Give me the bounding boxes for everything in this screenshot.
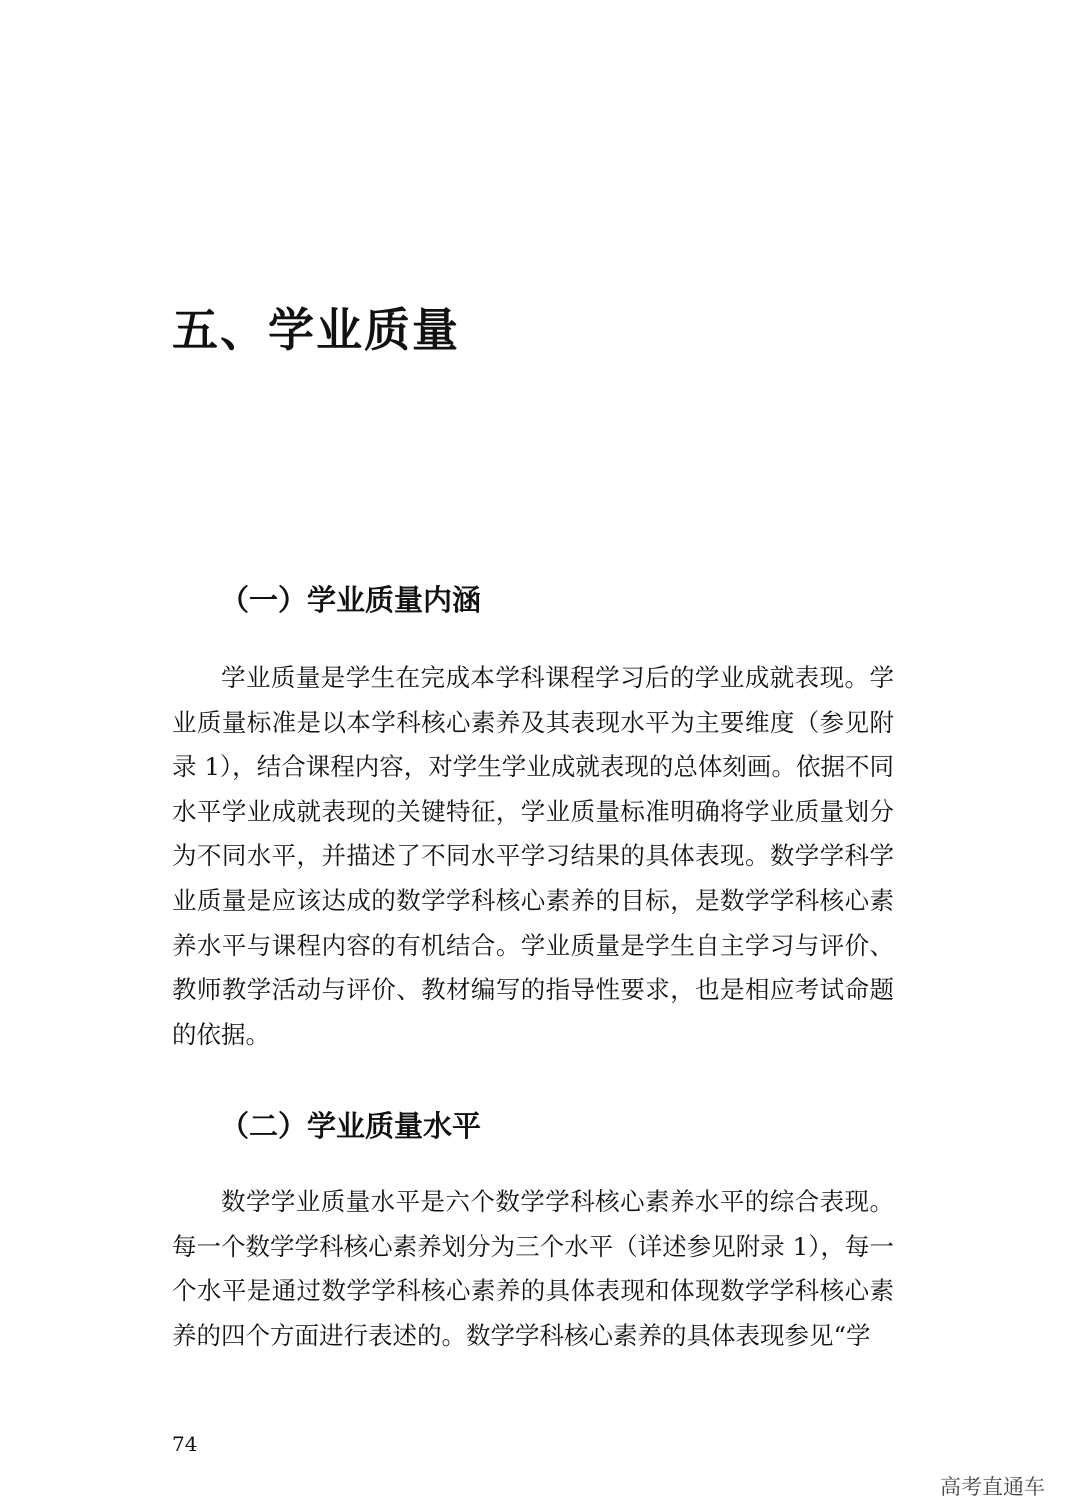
section-paragraph-levels: 数学学业质量水平是六个数学学科核心素养水平的综合表现。每一个数学学科核心素养划分为三个水平（详述参见附录 1），每一个水平是通过数学学科核心素养的具体表现和体现数学学科核心素养的四个方面进行表述的。数学学科核心素养的具体表现参见“学 xyxy=(172,1187,894,1350)
section-heading-levels: （二）学业质量水平 xyxy=(220,1109,482,1143)
chapter-title: 五、学业质量 xyxy=(172,303,460,357)
page-number: 74 xyxy=(172,1432,198,1456)
section-heading-connotation: （一）学业质量内涵 xyxy=(220,583,482,617)
section-paragraph-connotation: 学业质量是学生在完成本学科课程学习后的学业成就表现。学业质量标准是以本学科核心素养及其表现水平为主要维度（参见附录 1），结合课程内容，对学生学业成就表现的总体刻画。依据不同水平学业成就表现的关键特征，学业质量标准明确将学业质量划分为不同水平，并描述了不同水平学习结果的具体表现。数学学科学业质量是应该达成的数学学科核心素养的目标，是数学学科核心素养水平与课程内容的有机结合。学业质量是学生自主学习与评价、教师教学活动与评价、教材编写的指导性要求，也是相应考试命题的依据。 xyxy=(172,663,894,1049)
watermark-text: 高考直通车 xyxy=(940,1475,1045,1499)
